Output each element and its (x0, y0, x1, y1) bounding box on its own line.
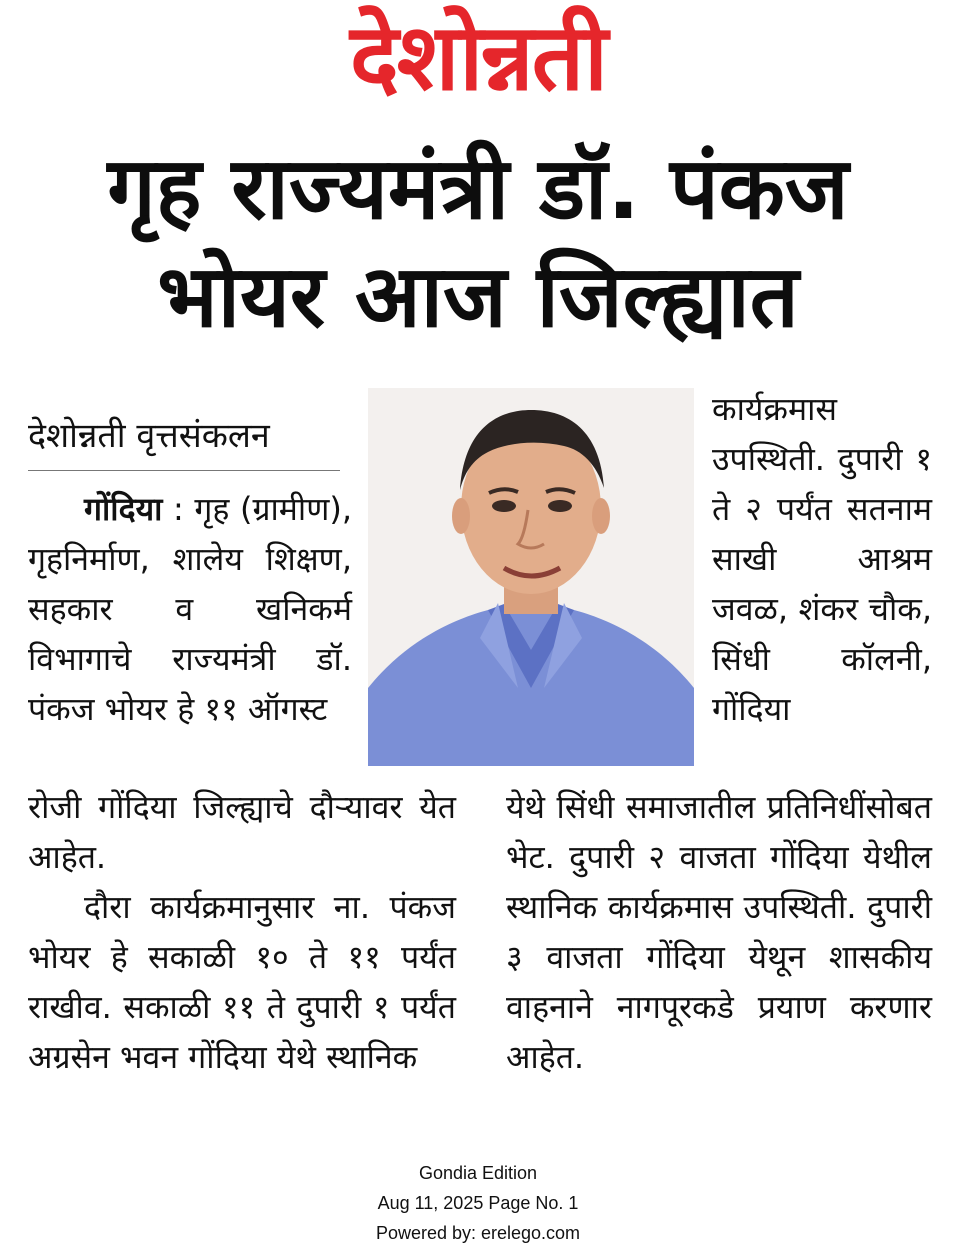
edition-date-page: Aug 11, 2025 Page No. 1 (377, 1193, 579, 1213)
masthead (0, 0, 956, 118)
dateline-place: गोंदिया (84, 490, 163, 528)
article-text-2b: दौरा कार्यक्रमानुसार ना. पंकज भोयर हे सकाळी १० ते ११ पर्यंत राखीव. सकाळी ११ ते दुपारी १ पर्यंत अग्रसेन भवन गोंदिया येथे स्थानिक (28, 888, 456, 1076)
byline-divider (28, 470, 340, 471)
article-text-1: : गृह (ग्रामीण), गृहनिर्माण, शालेय शिक्षण, सहकार व खनिकर्म विभागाचे राज्यमंत्री डॉ. पंकज भोयर हे ११ ऑगस्ट (28, 490, 352, 728)
byline: देशोन्नती वृत्तसंकलन (28, 416, 270, 456)
headline-line-2: भोयर आज जिल्ह्यात (157, 247, 799, 347)
masthead-title: देशोन्नती (350, 4, 606, 111)
article-column-left-bottom (28, 782, 456, 1082)
article-column-right-bottom (506, 782, 932, 1082)
headline-line-1: गृह राज्यमंत्री डॉ. पंकज (107, 139, 849, 239)
portrait-image (368, 388, 694, 766)
article-text-2a: रोजी गोंदिया जिल्ह्याचे दौऱ्यावर येत आहेत. (28, 788, 456, 876)
article-column-right-top (712, 384, 932, 734)
article-text-3: कार्यक्रमास उपस्थिती. दुपारी १ ते २ पर्यंत सतनाम साखी आश्रम जवळ, शंकर चौक, सिंधी कॉलनी, गोंदिया (712, 390, 932, 728)
powered-by: Powered by: erelego.com (375, 1223, 581, 1243)
edition-footer (0, 1158, 956, 1248)
edition-name: Gondia Edition (418, 1163, 538, 1183)
headline (60, 135, 896, 351)
article-text-4: येथे सिंधी समाजातील प्रतिनिधींसोबत भेट. दुपारी २ वाजता गोंदिया येथील स्थानिक कार्यक्रमास उपस्थिती. दुपारी ३ वाजता गोंदिया येथून शासकीय वाहनाने नागपूरकडे प्रयाण करणार आहेत. (506, 788, 932, 1076)
article-column-left-top (28, 484, 352, 734)
minister-photo (368, 388, 694, 766)
